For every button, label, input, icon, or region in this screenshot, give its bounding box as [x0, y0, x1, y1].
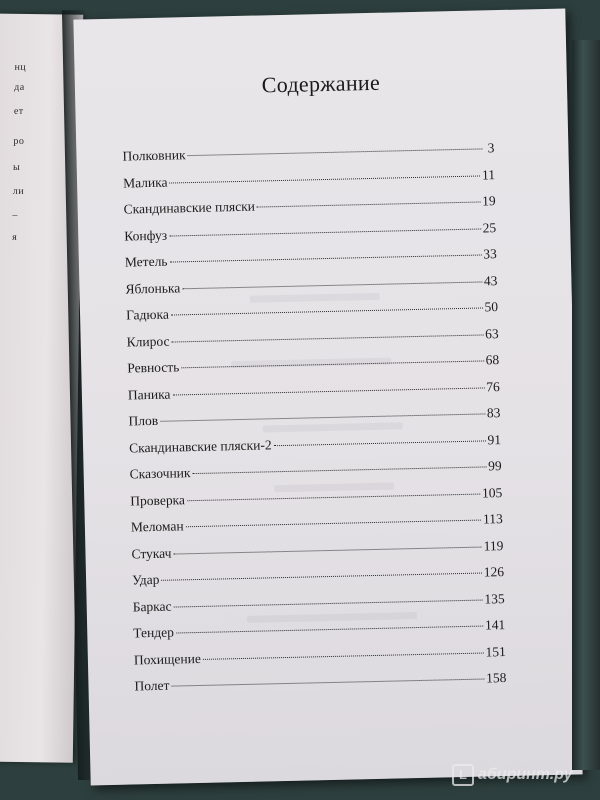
- toc-leader-dots: [171, 679, 484, 687]
- page-edges: [572, 40, 600, 770]
- toc-entry-title: Гадюка: [125, 306, 170, 323]
- toc-leader-dots: [176, 626, 483, 634]
- toc-entry-title: Стукач: [131, 545, 172, 561]
- toc-entry-page: 68: [485, 352, 500, 368]
- toc-entry-title: Тендер: [133, 624, 175, 641]
- table-of-contents: [122, 140, 507, 705]
- toc-entry-page: 113: [482, 511, 503, 527]
- toc-entry-page: 19: [481, 193, 496, 209]
- toc-entry-page: 43: [483, 272, 498, 288]
- toc-entry-page: 33: [483, 246, 497, 262]
- left-page-text-fragment: нц: [14, 61, 27, 73]
- toc-entry-title: Паника: [127, 386, 171, 403]
- toc-entry-title: Конфуз: [124, 227, 168, 244]
- toc-entry-page: 3: [487, 140, 495, 156]
- toc-leader-dots: [193, 466, 487, 474]
- labirint-logo-icon: L: [452, 764, 474, 786]
- toc-entry-page: 99: [487, 458, 502, 474]
- left-page-text-fragment: ет: [13, 105, 24, 117]
- toc-leader-dots: [182, 281, 482, 289]
- toc-entry-title: Похищение: [133, 650, 202, 667]
- left-page-text-fragment: да: [14, 81, 25, 93]
- toc-leader-dots: [171, 307, 483, 315]
- toc-leader-dots: [174, 599, 483, 607]
- toc-entry-page: 135: [484, 590, 505, 607]
- toc-entry-page: 50: [484, 299, 499, 315]
- watermark-text: абиринт.ру: [478, 766, 573, 783]
- toc-entry-title: Метель: [124, 253, 168, 270]
- page-title: Содержание: [261, 69, 381, 98]
- toc-leader-dots: [173, 546, 481, 554]
- toc-leader-dots: [169, 254, 481, 262]
- left-page-text-fragment: –: [12, 209, 18, 221]
- toc-entry-page: 25: [482, 219, 497, 235]
- toc-entry-title: Скандинавские пляски: [123, 198, 256, 217]
- toc-leader-dots: [160, 413, 485, 421]
- toc-entry-page: 141: [484, 617, 506, 633]
- toc-entry-page: 105: [481, 484, 503, 501]
- toc-entry-title: Полковник: [122, 147, 186, 164]
- toc-leader-dots: [187, 493, 480, 501]
- toc-entry-title: Малика: [122, 174, 168, 191]
- toc-entry-page: 151: [485, 643, 506, 659]
- toc-leader-dots: [170, 175, 481, 183]
- toc-leader-dots: [169, 228, 481, 236]
- toc-entry-page: 63: [484, 325, 499, 341]
- toc-leader-dots: [203, 652, 484, 659]
- toc-leader-dots: [181, 360, 483, 368]
- toc-entry-page: 83: [486, 405, 501, 421]
- toc-entry-title: Плов: [128, 412, 159, 429]
- toc-entry-title: Скандинавские пляски-2: [128, 436, 272, 456]
- toc-entry-title: Удар: [131, 571, 160, 588]
- toc-entry-title: Полет: [134, 677, 170, 694]
- toc-entry-title: Меломан: [130, 518, 184, 535]
- left-page-text-fragment: я: [12, 231, 18, 243]
- toc-leader-dots: [186, 520, 481, 528]
- toc-entry-page: 76: [486, 378, 500, 394]
- toc-entry-title: Яблонька: [125, 279, 181, 297]
- toc-leader-dots: [188, 148, 483, 156]
- toc-leader-dots: [161, 573, 481, 581]
- toc-leader-dots: [171, 334, 483, 342]
- toc-entry-page: 91: [487, 431, 502, 447]
- toc-entry-title: Сказочник: [129, 465, 191, 482]
- left-page-text-fragment: ли: [12, 185, 25, 197]
- toc-entry-title: Баркас: [132, 598, 172, 614]
- toc-entry-title: Клирос: [126, 333, 170, 350]
- toc-entry-page: 126: [483, 564, 505, 580]
- toc-leader-dots: [257, 201, 480, 207]
- left-page-text-fragment: ы: [13, 161, 21, 173]
- toc-entry-title: Ревность: [127, 359, 180, 376]
- toc-entry-page: 158: [485, 670, 507, 686]
- toc-leader-dots: [172, 387, 484, 395]
- left-page-text-fragment: ро: [13, 135, 25, 147]
- watermark: [452, 760, 592, 790]
- toc-entry-page: 11: [481, 166, 496, 182]
- toc-entry-page: 119: [483, 537, 504, 554]
- toc-entry-title: Проверка: [130, 491, 186, 509]
- toc-leader-dots: [274, 440, 486, 446]
- contents-page: [73, 9, 582, 786]
